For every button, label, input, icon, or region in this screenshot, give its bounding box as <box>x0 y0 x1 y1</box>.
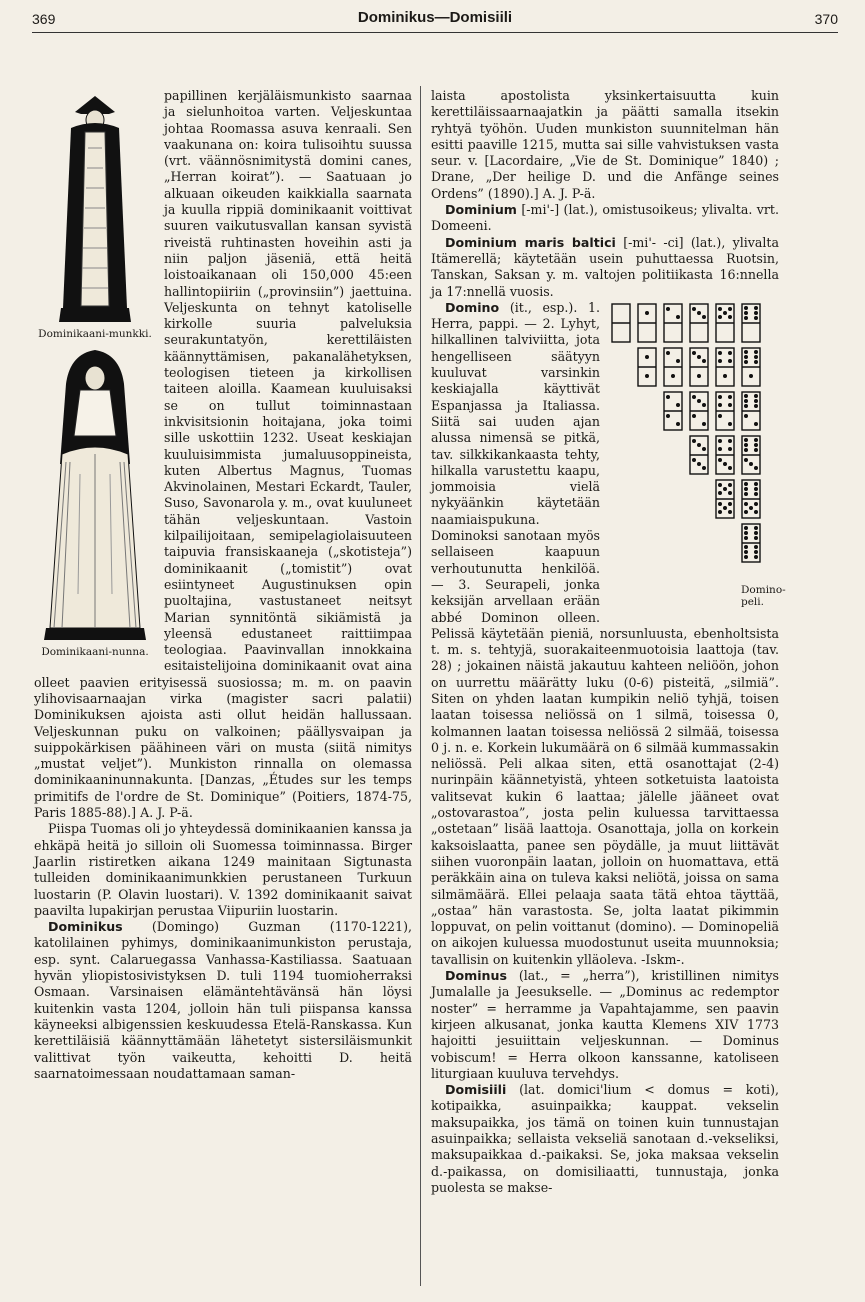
entry-dominium-text: [-mi'-] (lat.), omistusoikeus; ylivalta. vrt. Domeeni. <box>431 202 779 234</box>
page-number-left: 369 <box>32 11 56 27</box>
right-column <box>431 88 786 1288</box>
entry-domisiili <box>431 1082 779 1196</box>
dominican-order-paragraph: papillinen kerjäläismunkisto saarnaa ja sielunhoitoa varten. Veljeskuntaa johtaa Roomassa asuva kenraali. Sen vaakunana on: koira tulisoihtu suussa (vrt. väännösnimitystä domini canes, „Herran koirat”). — Saatuaan jo alkuaan oikeuden kaikkialla saarnata ja kuulla rippiä dominikaanit voittivat suuren vaikutusvallan kansan syvistä riveistä ruhtinasten hoveihin asti ja niin paljon jäseniä, että heitä loistoaikanaan oli 150,000 45:een hallintopiiriin („provinsiin”) jaettuina. Veljeskunta on tehnyt katoliselle kirkolle suuria palveluksia seurakuntatyön, kerettiläisten käännyttämisen, pakanalähetyksen, teologisen tieteen ja kirkollisen taiteen aloilla. Kaamean kuuluisaksi se on tullut toiminnastaan inkvisitsionin hoitajana, joka toimi sille uskottiin 1232. Useat keskiajan kuuluisimmista jumaluusoppineista, kuten Albertus Magnus, Tuomas Akvinolainen, Mestari Eckardt, Tauler, Suso, Savonarola y. m., ovat kuuluneet tähän veljeskuntaan. Vastoin kilpailijoitaan, semipelagiolaisuuteen taipuvia fransiskaaneja („skotisteja”) dominikaanit („tomistit”) ovat esiintyneet Augustinuksen opin puoltajina, vastustaneet neitsyt Marian synnitöntä sikiämistä ja yleensä edustaneet raittiimpaa teologiaa. Paavinvallan innokkaina esitaistelijoina dominikaanit ovat aina olleet paavien erityisessä suosiossa; m. m. on paavin ylihovisaarnaajan virka (magister sacri palatii) Dominikuksen ajoista asti ollut heidän hallussaan. Veljeskunnan puku on valkoinen; päällysvaipan ja suippokärkisen päähineen väri on musta (siitä nimitys „mustat veljet”). Munkiston rinnalla on olemassa dominikaaninunnakunta. [Danzas, „Études sur les temps primitifs de l'ordre de St. Dominique” (Poitiers, 1874-75, Paris 1885-88).] A. J. P-ä. <box>34 88 412 821</box>
dominicans-in-finland-paragraph: Piispa Tuomas oli jo yhteydessä dominikaanien kanssa ja ehkäpä heitä jo silloin oli Suomessa toiminnassa. Birger Jaarlin ristiretken aikana 1249 mainitaan Sigtunasta tulleiden dominikaanimunkkien perustaneen Turkuun luostarin (P. Olavin luostari). V. 1392 dominikaanit saivat paavilta lupakirjan perustaa Viipuriin luostarin. <box>34 821 412 918</box>
domino-figure <box>608 302 786 608</box>
headword-domino: Domino <box>445 299 500 315</box>
headword-dominium: Dominium <box>445 202 517 218</box>
entry-domisiili-text: (lat. domici'lium < domus = koti), kotipaikka, asuinpaikka; kauppat. vekselin maksupaikka, jos tämä on toinen kuin tunnustajan asuinpaikka; sellaista vekseliä sanotaan d.-vekseliksi, maksupaikkaa d.-paikaksi. Se, joka maksaa vekselin d.-paikassa, on domisiliaatti, tunnustaja, jonka puolesta se makse- <box>431 1082 779 1195</box>
dominican-monk-illustration <box>45 88 145 326</box>
page-header <box>32 8 838 33</box>
headword-dominus: Dominus <box>445 968 507 984</box>
monk-figure <box>34 88 156 662</box>
entry-dominium-maris-text: [-mi'- -ci] (lat.), ylivalta Itämerellä; käytetään usein puhuttaessa Ruotsin, Tanskan, Saksan y. m. valtojen politiikasta 16:nnella ja 17:nnellä vuosis. <box>431 234 780 299</box>
entry-dominus-text: (lat., = „herra”), kristillinen nimitys Jumalalle ja Jeesukselle. — „Dominus ac redemptor noster” = herramme ja Vapahtajamme, sen paavin kirjeen alkusanat, jonka kautta Klemens XIV 1773 hajoitti jesuiittain veljeskunnan. — Dominus vobiscum! = Herra olkoon kanssanne, katoliseen liturgiaan kuuluva tervehdys. <box>431 968 779 1081</box>
entry-dominikus-text: (Domingo) Guzman (1170-1221), katolilainen pyhimys, dominikaanimunkiston perustaja, esp. synt. Calaruegassa Vanhassa-Kastiliassa. Saatuaan hyvän yliopistosivistyksen D. tuli 1194 tuomioherraksi Osmaan. Varsinaisen elämäntehtävänsä hän löysi kuitenkin vasta 1204, jolloin hän tuli piispansa kanssa käyneeksi albigenssien keskuudessa Etelä-Ranskassa. Kun kerettiläisiä käännyttämään lähetetyt sistersiläismunkit valittivat työn vaikeutta, kehoitti D. heitä saarnatoimessaan noudattamaan saman- <box>34 919 412 1081</box>
entry-dominium <box>431 202 779 235</box>
nun-caption: Dominikaani-nunna. <box>41 646 149 658</box>
entry-dominus <box>431 968 779 1082</box>
left-column <box>34 88 412 1288</box>
entry-domino-text: (it., esp.). 1. Herra, pappi. — 2. Lyhyt, hilkallinen talviviitta, jota hengelliseen säätyyn kuuluvat varsinkin keskiajalla käyttivät Espanjassa ja Italiassa. Siitä sai uuden ajan alussa nimensä se pitkä, tav. silkkikankaasta tehty, hilkalla varustettu kaapu, jommoisia vielä nykyäänkin käytetään naamiaispukuna. Dominoksi sanotaan myös sellaiseen kaapuun verhoutunutta henkilöä. — 3. Seurapeli, jonka keksijän arvellaan erään abbé Dominon olleen. Pelissä käytetään pieniä, norsunluusta, ebenholtsista t. m. s. tehtyjä, suorakaiteenmuotoisia laattoja (tav. 28) ; jokainen näistä jakautuu kahteen neliöön, johon on uurrettu määrätty luku (0-6) pisteitä, „silmiä”. Siten on yhden laatan kumpikin neliö tyhjä, toisen laatan toisessa neliössä on 1 silmä, toisessa 0, kolmannen laatan toisessa neliössä 2 silmää, toisessa 0 j. n. e. Korkein lukumäärä on 6 silmää kummassakin neliössä. Peli alkaa siten, että osanottajat (2-4) nurinpäin käännetyistä, yhteen sotketuista laatoista valitsevat kukin 6 laattaa; jälelle jääneet ovat „ostovarastoa”, josta pelin kuluessa tarvittaessa „ostetaan” lisää laattoja. Osanottaja, jolla on korkein kaksoislaatta, panee sen pöydälle, ja muut liittävät siihen vuoronpäin laatan, jolloin on huomattava, että peräkkäin aina on tuleva kaksi neliötä, joissa on sama silmämäärä. Ellei pelaaja saata tätä ehtoa täyttää, „ostaa” hän varastosta. Se, jolta laatat pikimmin loppuvat, on pelin voittanut (domino). — Dominopeliä on aikojen kuluessa muodostunut useita muunnoksia; tavallisin on kuitenkin ylläoleva. -Iskm-. <box>431 299 779 967</box>
headword-dominium-maris-baltici: Dominium maris baltici <box>445 234 616 250</box>
entry-dominikus <box>34 919 412 1082</box>
dominican-nun-illustration <box>40 344 150 644</box>
domino-tiles-illustration <box>608 302 779 582</box>
entry-dominium-maris-baltici <box>431 235 779 300</box>
dominikus-continuation-paragraph: laista apostolista yksinkertaisuutta kuin kerettiläissaarnaajatkin ja päätti samalla itsekin ryhtyä työhön. Uuden munkiston suunnitelman hän esitti paaville 1215, mutta sai sille vahvistuksen vasta seur. v. [Lacordaire, „Vie de St. Dominique” 1840) ; Drane, „Der heilige D. und die Anfänge seines Ordens” (1890).] A. J. P-ä. <box>431 88 779 201</box>
column-divider <box>420 86 421 1286</box>
domino-caption: Domino-peli. <box>741 583 786 608</box>
page-title: Dominikus—Domisiili <box>357 9 513 26</box>
headword-dominikus: Dominikus <box>48 919 123 935</box>
monk-caption: Dominikaani-munkki. <box>38 328 152 340</box>
headword-domisiili: Domisiili <box>445 1082 507 1098</box>
page-number-right: 370 <box>814 11 838 27</box>
